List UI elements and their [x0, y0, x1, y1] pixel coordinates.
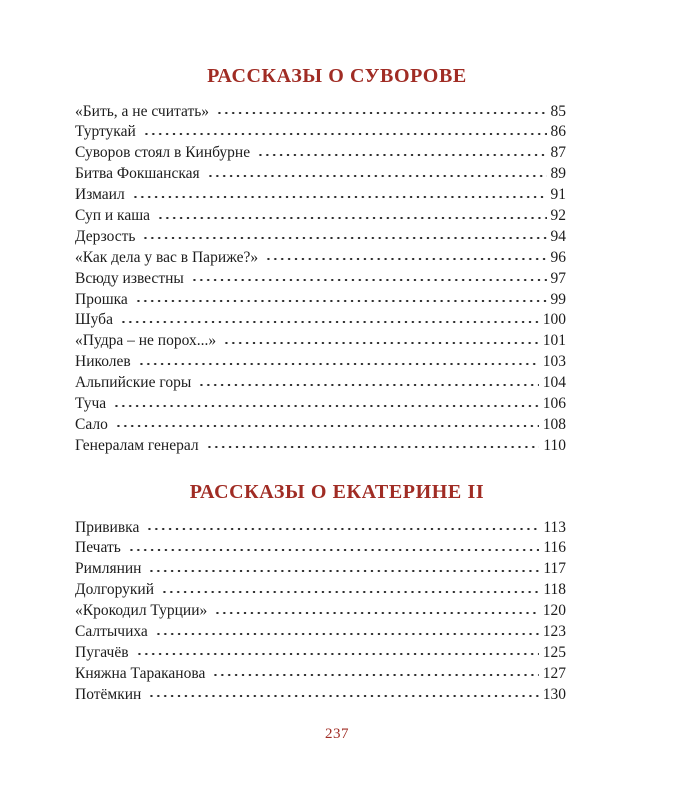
dot-leader: [135, 288, 547, 304]
toc-entry-title: Генералам генерал: [75, 436, 199, 454]
dot-leader: [138, 351, 539, 367]
dot-leader: [212, 662, 538, 678]
toc-entry-page: 91: [550, 186, 566, 204]
toc-entry-title: Суворов стоял в Кинбурне: [75, 144, 251, 162]
toc-entry-title: Дерзость: [75, 227, 136, 245]
dot-leader: [155, 620, 539, 636]
toc-entry-title: Николев: [75, 353, 131, 371]
toc-entry: [75, 184, 566, 205]
dot-leader: [216, 100, 546, 116]
toc-entry-page: 123: [542, 622, 566, 640]
toc-entry-page: 106: [542, 394, 566, 412]
dot-leader: [265, 246, 546, 262]
toc-entry-title: Суп и каша: [75, 206, 151, 224]
dot-leader: [206, 434, 540, 450]
toc-entry-title: Битва Фокшанская: [75, 165, 200, 183]
dot-leader: [115, 413, 539, 429]
toc-entry-page: 99: [550, 290, 566, 308]
dot-leader: [128, 537, 540, 553]
toc-entry-page: 92: [550, 206, 566, 224]
dot-leader: [161, 579, 539, 595]
toc-entry-page: 103: [542, 353, 566, 371]
toc-entry: [75, 142, 566, 163]
dot-leader: [198, 372, 539, 388]
toc-list-catherine: [75, 516, 566, 704]
toc-entry-page: 101: [542, 332, 566, 350]
dot-leader: [148, 683, 538, 699]
toc-entry-page: 118: [543, 581, 566, 599]
toc-entry: [75, 413, 566, 434]
toc-entry-page: 94: [550, 227, 566, 245]
toc-entry: [75, 600, 566, 621]
dot-leader: [120, 309, 539, 325]
page-number: 237: [325, 726, 349, 742]
dot-leader: [207, 163, 547, 179]
toc-entry: [75, 558, 566, 579]
dot-leader: [136, 641, 539, 657]
toc-entry-title: Потёмкин: [75, 685, 142, 703]
dot-leader: [223, 330, 539, 346]
toc-entry: [75, 392, 566, 413]
toc-entry-page: 104: [542, 374, 566, 392]
toc-entry: [75, 641, 566, 662]
toc-entry-page: 87: [550, 144, 566, 162]
toc-entry: [75, 288, 566, 309]
toc-entry: [75, 434, 566, 455]
dot-leader: [191, 267, 547, 283]
toc-entry: [75, 351, 566, 372]
toc-entry-page: 127: [542, 664, 566, 682]
toc-entry-title: Всюду известны: [75, 269, 184, 287]
toc-entry-title: Туча: [75, 394, 107, 412]
toc-entry: [75, 516, 566, 537]
dot-leader: [143, 121, 547, 137]
toc-entry-title: Туртукай: [75, 123, 136, 141]
toc-entry: [75, 246, 566, 267]
toc-entry: [75, 662, 566, 683]
toc-entry: [75, 683, 566, 704]
toc-entry: [75, 163, 566, 184]
dot-leader: [214, 600, 538, 616]
dot-leader: [132, 184, 547, 200]
dot-leader: [148, 558, 539, 574]
dot-leader: [157, 204, 546, 220]
toc-entry-page: 117: [543, 560, 566, 578]
toc-entry-title: Печать: [75, 539, 121, 557]
toc-entry: [75, 204, 566, 225]
toc-entry: [75, 330, 566, 351]
toc-entry-page: 130: [542, 685, 566, 703]
toc-entry: [75, 372, 566, 393]
toc-entry-page: 113: [543, 518, 566, 536]
toc-entry-page: 125: [542, 643, 566, 661]
section-title-catherine: РАССКАЗЫ О ЕКАТЕРИНЕ II: [189, 481, 485, 503]
toc-entry-title: Римлянин: [75, 560, 142, 578]
toc-entry-title: Шуба: [75, 311, 113, 329]
toc-entry: [75, 309, 566, 330]
toc-entry-title: Альпийские горы: [75, 374, 192, 392]
toc-entry: [75, 579, 566, 600]
toc-entry-title: «Крокодил Турции»: [75, 602, 208, 620]
toc-entry: [75, 100, 566, 121]
toc-entry-page: 120: [542, 602, 566, 620]
toc-entry-page: 85: [550, 102, 566, 120]
toc-entry-page: 100: [542, 311, 566, 329]
toc-entry-page: 86: [550, 123, 566, 141]
toc-entry-page: 108: [542, 415, 566, 433]
toc-list-suvorov: [75, 100, 566, 455]
dot-leader: [142, 225, 546, 241]
toc-entry: [75, 620, 566, 641]
dot-leader: [113, 392, 539, 408]
toc-entry-title: Прививка: [75, 518, 140, 536]
toc-entry-page: 110: [543, 436, 566, 454]
toc-entry-title: Прошка: [75, 290, 128, 308]
toc-entry-title: Княжна Тараканова: [75, 664, 206, 682]
toc-entry: [75, 121, 566, 142]
toc-entry-page: 116: [543, 539, 566, 557]
toc-entry-page: 97: [550, 269, 566, 287]
toc-entry-title: «Бить, а не считать»: [75, 102, 210, 120]
toc-entry-title: Сало: [75, 415, 108, 433]
section-title-suvorov: РАССКАЗЫ О СУВОРОВЕ: [207, 65, 467, 87]
toc-entry-page: 89: [550, 165, 566, 183]
toc-entry: [75, 537, 566, 558]
toc-entry-title: Пугачёв: [75, 643, 129, 661]
toc-entry-title: Салтычиха: [75, 622, 148, 640]
toc-entry-title: Долгорукий: [75, 581, 154, 599]
dot-leader: [146, 516, 539, 532]
toc-entry-title: «Пудра – не порох...»: [75, 332, 217, 350]
toc-entry-title: «Как дела у вас в Париже?»: [75, 248, 259, 266]
dot-leader: [257, 142, 546, 158]
toc-entry: [75, 267, 566, 288]
toc-entry: [75, 225, 566, 246]
toc-entry-title: Измаил: [75, 186, 125, 204]
toc-entry-page: 96: [550, 248, 566, 266]
